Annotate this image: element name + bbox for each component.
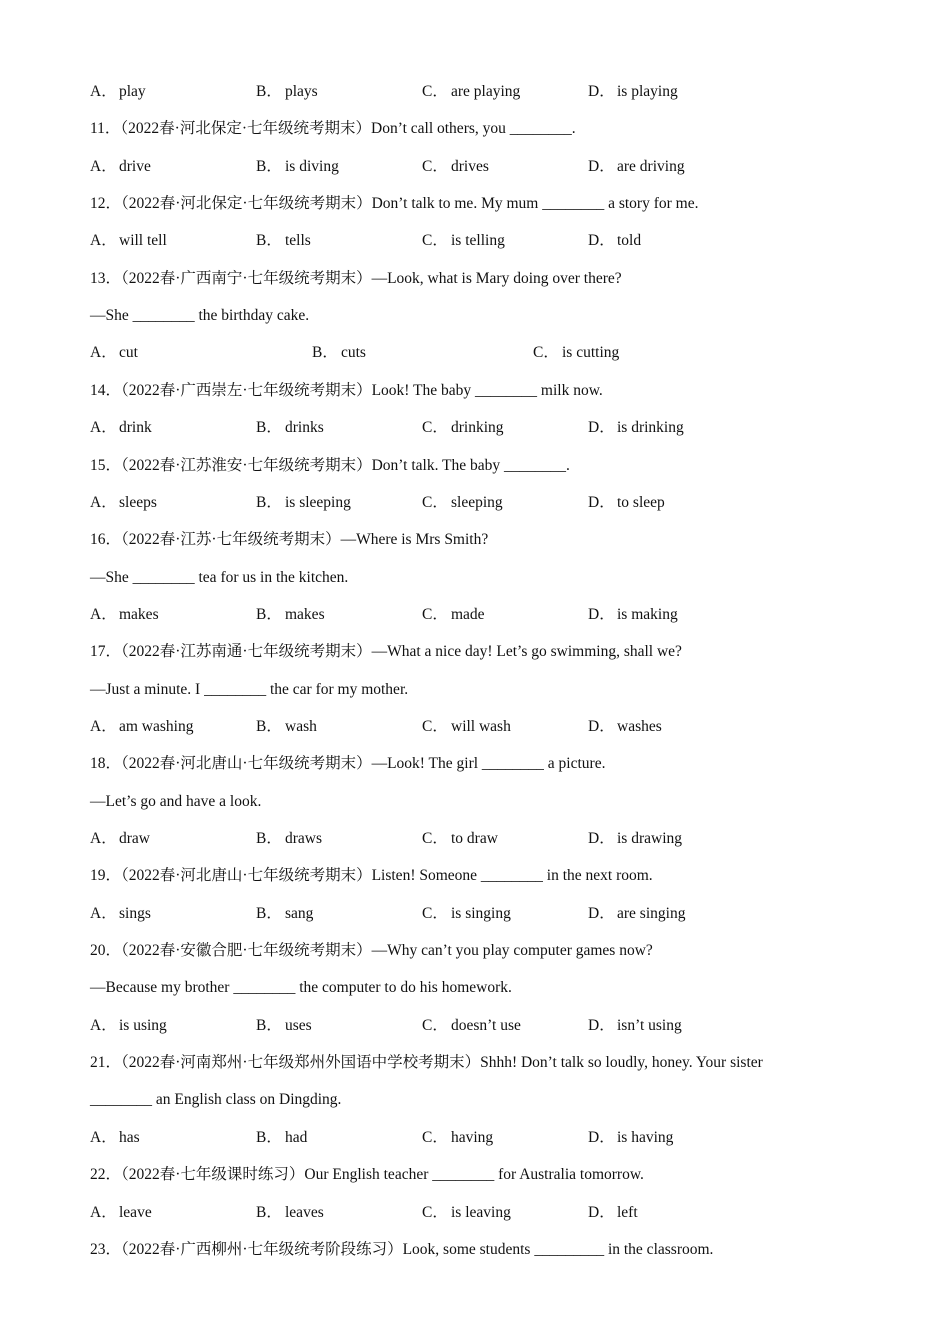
- options-row: [90, 157, 870, 177]
- option-letter: B．: [256, 1017, 282, 1034]
- option-text: is drawing: [617, 830, 683, 847]
- question-line: 15．（2022春·江苏淮安·七年级统考期末）Don’t talk. The baby ________.: [90, 457, 570, 474]
- option-letter: B．: [256, 419, 282, 436]
- option-a: [90, 82, 146, 102]
- options-row: [90, 605, 870, 625]
- option-a: [90, 904, 151, 924]
- option-text: cut: [119, 344, 138, 361]
- option-c: [422, 717, 511, 737]
- option-b: [256, 1016, 312, 1036]
- option-text: drives: [451, 158, 489, 175]
- option-letter: D．: [588, 905, 615, 922]
- option-letter: D．: [588, 718, 615, 735]
- option-letter: A．: [90, 344, 117, 361]
- option-d: [588, 157, 685, 177]
- option-b: [256, 605, 325, 625]
- option-text: is making: [617, 606, 678, 623]
- option-a: [90, 157, 151, 177]
- option-b: [256, 493, 351, 513]
- options-row: [90, 82, 870, 102]
- option-letter: D．: [588, 419, 615, 436]
- option-b: [256, 1128, 307, 1148]
- option-b: [256, 904, 313, 924]
- option-d: [588, 231, 641, 251]
- option-text: uses: [285, 1017, 312, 1034]
- options-row: [90, 1016, 870, 1036]
- option-d: [588, 1016, 682, 1036]
- option-d: [588, 1203, 638, 1223]
- option-letter: B．: [256, 1129, 282, 1146]
- option-letter: B．: [256, 1204, 282, 1221]
- question-line: 18．（2022春·河北唐山·七年级统考期末）—Look! The girl ________ a picture.: [90, 755, 606, 772]
- option-letter: B．: [256, 905, 282, 922]
- option-d: [588, 1128, 673, 1148]
- option-text: doesn’t use: [451, 1017, 521, 1034]
- option-text: cuts: [341, 344, 366, 361]
- question-line: 17．（2022春·江苏南通·七年级统考期末）—What a nice day! Let’s go swimming, shall we?: [90, 643, 682, 660]
- option-text: plays: [285, 83, 318, 100]
- question-line: —Because my brother ________ the computer to do his homework.: [90, 979, 512, 996]
- option-text: makes: [119, 606, 159, 623]
- option-b: [256, 157, 339, 177]
- option-letter: C．: [422, 718, 448, 735]
- option-letter: D．: [588, 606, 615, 623]
- option-letter: C．: [422, 232, 448, 249]
- option-letter: C．: [422, 905, 448, 922]
- option-letter: B．: [312, 344, 338, 361]
- option-text: to sleep: [617, 494, 665, 511]
- option-text: will wash: [451, 718, 511, 735]
- option-letter: B．: [256, 158, 282, 175]
- option-text: are driving: [617, 158, 685, 175]
- option-text: are singing: [617, 905, 686, 922]
- option-text: had: [285, 1129, 308, 1146]
- question-line: 12．（2022春·河北保定·七年级统考期末）Don’t talk to me. My mum ________ a story for me.: [90, 195, 699, 212]
- option-a: [90, 418, 152, 438]
- option-letter: B．: [256, 494, 282, 511]
- option-letter: D．: [588, 1017, 615, 1034]
- option-letter: A．: [90, 1017, 117, 1034]
- option-letter: A．: [90, 232, 117, 249]
- options-row: [90, 1203, 870, 1223]
- option-text: wash: [285, 718, 317, 735]
- option-letter: A．: [90, 494, 117, 511]
- option-text: drinking: [451, 419, 504, 436]
- option-letter: C．: [422, 1204, 448, 1221]
- option-text: is using: [119, 1017, 167, 1034]
- option-b: [256, 231, 311, 251]
- option-text: am washing: [119, 718, 194, 735]
- option-a: [90, 829, 150, 849]
- option-text: leave: [119, 1204, 152, 1221]
- question-line: 21．（2022春·河南郑州·七年级郑州外国语中学校考期末）Shhh! Don’t talk so loudly, honey. Your sister: [90, 1054, 763, 1071]
- options-row: [90, 1128, 870, 1148]
- option-text: washes: [617, 718, 662, 735]
- option-c: [422, 1203, 511, 1223]
- option-letter: C．: [422, 83, 448, 100]
- option-text: is sleeping: [285, 494, 351, 511]
- question-line: 16．（2022春·江苏·七年级统考期末）—Where is Mrs Smith?: [90, 531, 489, 548]
- option-letter: A．: [90, 419, 117, 436]
- option-a: [90, 1016, 167, 1036]
- options-row: [90, 418, 870, 438]
- option-letter: D．: [588, 83, 615, 100]
- option-letter: D．: [588, 232, 615, 249]
- option-b: [256, 829, 322, 849]
- options-row: [90, 231, 870, 251]
- option-text: is cutting: [562, 344, 620, 361]
- option-text: sings: [119, 905, 151, 922]
- option-c: [422, 82, 520, 102]
- option-letter: B．: [256, 83, 282, 100]
- question-line: 20．（2022春·安徽合肥·七年级统考期末）—Why can’t you play computer games now?: [90, 942, 653, 959]
- option-letter: B．: [256, 718, 282, 735]
- option-letter: C．: [422, 606, 448, 623]
- option-letter: C．: [422, 830, 448, 847]
- option-d: [588, 717, 662, 737]
- option-a: [90, 1203, 152, 1223]
- question-line: 11．（2022春·河北保定·七年级统考期末）Don’t call others, you ________.: [90, 120, 576, 137]
- option-b: [256, 82, 318, 102]
- option-b: [256, 717, 317, 737]
- option-letter: C．: [422, 419, 448, 436]
- option-text: has: [119, 1129, 140, 1146]
- option-c: [422, 231, 505, 251]
- option-text: tells: [285, 232, 311, 249]
- options-row: [90, 717, 870, 737]
- option-a: [90, 493, 157, 513]
- option-text: is drinking: [617, 419, 684, 436]
- option-text: draws: [285, 830, 323, 847]
- option-c: [422, 493, 503, 513]
- options-row: [90, 493, 870, 513]
- option-text: play: [119, 83, 146, 100]
- option-letter: B．: [256, 606, 282, 623]
- option-d: [588, 82, 678, 102]
- question-line: 23．（2022春·广西柳州·七年级统考阶段练习）Look, some students _________ in the classroom.: [90, 1241, 714, 1258]
- option-letter: D．: [588, 1129, 615, 1146]
- question-line: —She ________ tea for us in the kitchen.: [90, 569, 349, 586]
- option-letter: D．: [588, 1204, 615, 1221]
- option-d: [588, 418, 684, 438]
- option-letter: A．: [90, 606, 117, 623]
- option-a: [90, 605, 159, 625]
- option-text: isn’t using: [617, 1017, 682, 1034]
- option-d: [588, 605, 678, 625]
- option-letter: A．: [90, 1129, 117, 1146]
- option-letter: A．: [90, 718, 117, 735]
- options-row: [90, 904, 870, 924]
- option-text: is having: [617, 1129, 674, 1146]
- option-text: is leaving: [451, 1204, 511, 1221]
- option-a: [90, 1128, 140, 1148]
- option-text: left: [617, 1204, 638, 1221]
- option-text: is playing: [617, 83, 678, 100]
- option-text: is singing: [451, 905, 511, 922]
- option-letter: A．: [90, 830, 117, 847]
- question-line: 14．（2022春·广西崇左·七年级统考期末）Look! The baby ________ milk now.: [90, 382, 603, 399]
- option-text: drive: [119, 158, 151, 175]
- option-letter: C．: [422, 1129, 448, 1146]
- option-b: [256, 418, 324, 438]
- option-b: [256, 1203, 324, 1223]
- option-c: [422, 605, 485, 625]
- option-letter: D．: [588, 158, 615, 175]
- option-c: [533, 343, 619, 363]
- options-row: [90, 343, 870, 363]
- option-letter: B．: [256, 232, 282, 249]
- question-line: —Let’s go and have a look.: [90, 793, 262, 810]
- options-row: [90, 829, 870, 849]
- option-c: [422, 904, 511, 924]
- option-text: makes: [285, 606, 325, 623]
- option-text: made: [451, 606, 485, 623]
- option-letter: B．: [256, 830, 282, 847]
- option-a: [90, 343, 138, 363]
- option-text: sleeps: [119, 494, 157, 511]
- option-text: is telling: [451, 232, 505, 249]
- question-line: —She ________ the birthday cake.: [90, 307, 310, 324]
- option-letter: D．: [588, 494, 615, 511]
- option-text: leaves: [285, 1204, 324, 1221]
- option-text: having: [451, 1129, 494, 1146]
- option-text: sleeping: [451, 494, 503, 511]
- option-a: [90, 717, 193, 737]
- option-c: [422, 1016, 521, 1036]
- question-line: 19．（2022春·河北唐山·七年级统考期末）Listen! Someone ________ in the next room.: [90, 867, 653, 884]
- option-text: drinks: [285, 419, 324, 436]
- question-line: —Just a minute. I ________ the car for my mother.: [90, 681, 409, 698]
- option-c: [422, 418, 504, 438]
- question-line: ________ an English class on Dingding.: [90, 1091, 342, 1108]
- option-c: [422, 829, 498, 849]
- option-letter: A．: [90, 1204, 117, 1221]
- option-letter: C．: [533, 344, 559, 361]
- option-text: is diving: [285, 158, 339, 175]
- option-c: [422, 157, 489, 177]
- option-letter: A．: [90, 83, 117, 100]
- question-line: 22．（2022春·七年级课时练习）Our English teacher ________ for Australia tomorrow.: [90, 1166, 644, 1183]
- option-text: are playing: [451, 83, 521, 100]
- option-text: sang: [285, 905, 314, 922]
- option-letter: C．: [422, 494, 448, 511]
- option-text: drink: [119, 419, 152, 436]
- option-text: to draw: [451, 830, 498, 847]
- option-letter: C．: [422, 158, 448, 175]
- option-c: [422, 1128, 493, 1148]
- option-letter: A．: [90, 905, 117, 922]
- option-b: [312, 343, 366, 363]
- option-d: [588, 829, 682, 849]
- option-d: [588, 493, 665, 513]
- option-letter: A．: [90, 158, 117, 175]
- option-text: draw: [119, 830, 150, 847]
- option-letter: C．: [422, 1017, 448, 1034]
- option-d: [588, 904, 685, 924]
- option-a: [90, 231, 167, 251]
- option-text: will tell: [119, 232, 167, 249]
- option-text: told: [617, 232, 642, 249]
- option-letter: D．: [588, 830, 615, 847]
- question-line: 13．（2022春·广西南宁·七年级统考期末）—Look, what is Mary doing over there?: [90, 270, 622, 287]
